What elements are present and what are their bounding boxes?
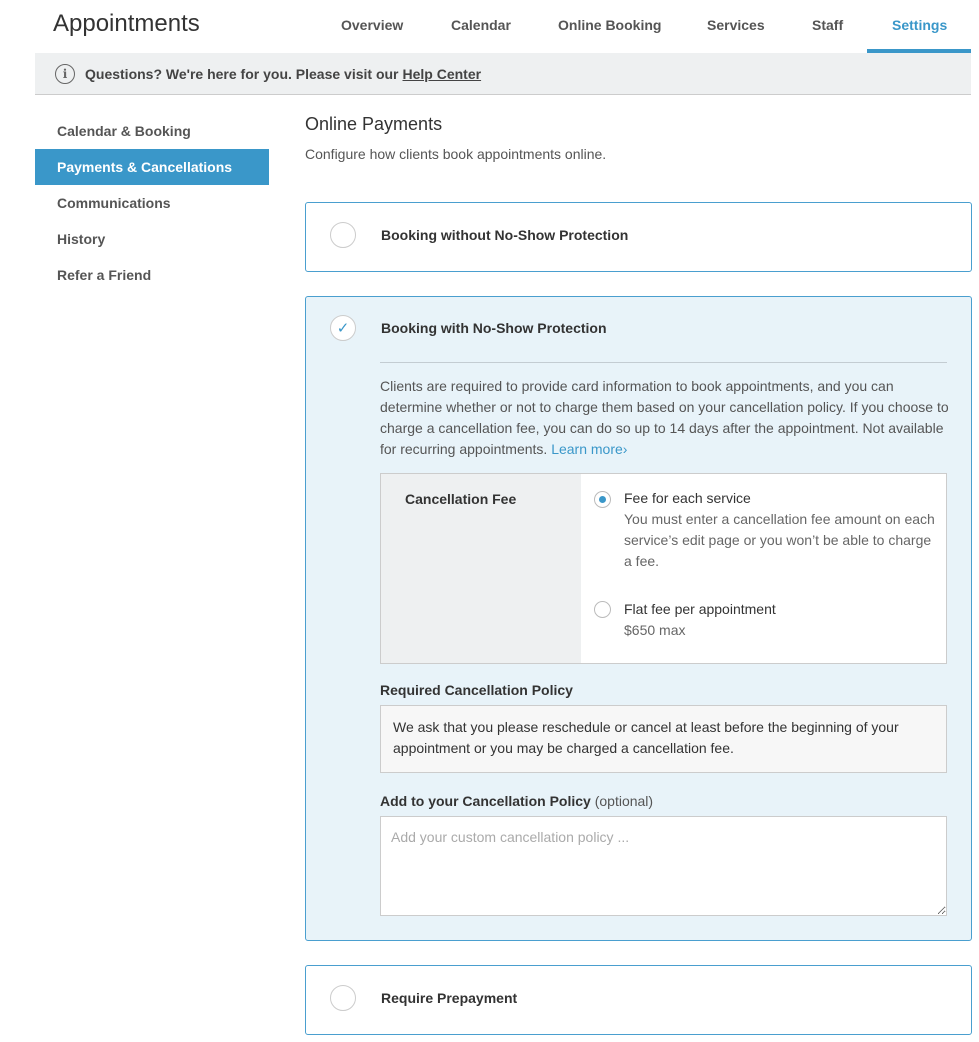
info-icon: i: [55, 64, 75, 84]
radio-without-protection[interactable]: [330, 222, 356, 248]
checkmark-icon[interactable]: ✓: [330, 315, 356, 341]
sidebar-item-communications[interactable]: Communications: [57, 195, 171, 211]
fee-each-desc: You must enter a cancellation fee amount on each service’s edit page or you won’t be able to charge a fee.: [624, 511, 935, 569]
option-label: Booking with No-Show Protection: [381, 320, 607, 336]
sidebar-item-history[interactable]: History: [57, 231, 106, 247]
add-policy-label: Add to your Cancellation Policy (optional): [380, 793, 654, 809]
page-title: Online Payments: [305, 114, 443, 134]
option-label: Booking without No-Show Protection: [381, 227, 629, 243]
sidebar-item-refer-a-friend[interactable]: Refer a Friend: [57, 267, 152, 283]
protection-description: [380, 376, 950, 460]
divider: [380, 362, 947, 363]
sidebar-item-payments-cancellations[interactable]: Payments & Cancellations: [35, 149, 269, 185]
fee-each-label: Fee for each service: [624, 490, 751, 506]
tab-settings[interactable]: Settings: [892, 17, 948, 33]
learn-more-link[interactable]: Learn more›: [551, 441, 628, 457]
cancellation-fee-label: Cancellation Fee: [405, 491, 517, 507]
required-policy-text: We ask that you please reschedule or cancel at least before the beginning of your appointment or you may be charged a cancellation fee.: [380, 705, 947, 773]
option-require-prepayment[interactable]: [305, 965, 972, 1035]
cancellation-fee-panel: [380, 473, 947, 664]
custom-policy-input[interactable]: [380, 816, 947, 916]
option-label: Require Prepayment: [381, 990, 518, 1006]
option-without-protection[interactable]: [305, 202, 972, 272]
tab-calendar[interactable]: Calendar: [451, 17, 511, 33]
tab-staff[interactable]: Staff: [812, 17, 844, 33]
help-text: Questions? We're here for you. Please visit our: [85, 65, 399, 82]
required-policy-label: Required Cancellation Policy: [380, 682, 573, 698]
description-text: Clients are required to provide card information to book appointments, and you can determine whether or not to charge them based on your cancellation policy. If you choose to charge a cancellation fee, you can do so up to 14 days after the appointment. Not available for recurring appointments.: [380, 378, 949, 457]
help-center-link[interactable]: Help Center: [402, 65, 482, 82]
page-subtitle: Configure how clients book appointments online.: [305, 146, 607, 162]
help-banner: [35, 53, 971, 95]
flat-fee-desc: $650 max: [624, 622, 686, 638]
radio-flat-fee[interactable]: [594, 601, 611, 618]
flat-fee-label: Flat fee per appointment: [624, 601, 776, 617]
radio-require-prepayment[interactable]: [330, 985, 356, 1011]
tab-services[interactable]: Services: [707, 17, 765, 33]
sidebar-item-calendar-booking[interactable]: Calendar & Booking: [57, 123, 191, 139]
radio-fee-each-service[interactable]: [594, 491, 611, 508]
flat-fee-option[interactable]: [624, 599, 776, 641]
fee-each-option[interactable]: [624, 488, 939, 572]
tab-overview[interactable]: Overview: [341, 17, 404, 33]
app-title: Appointments: [53, 10, 200, 37]
tab-online-booking[interactable]: Online Booking: [558, 17, 662, 33]
